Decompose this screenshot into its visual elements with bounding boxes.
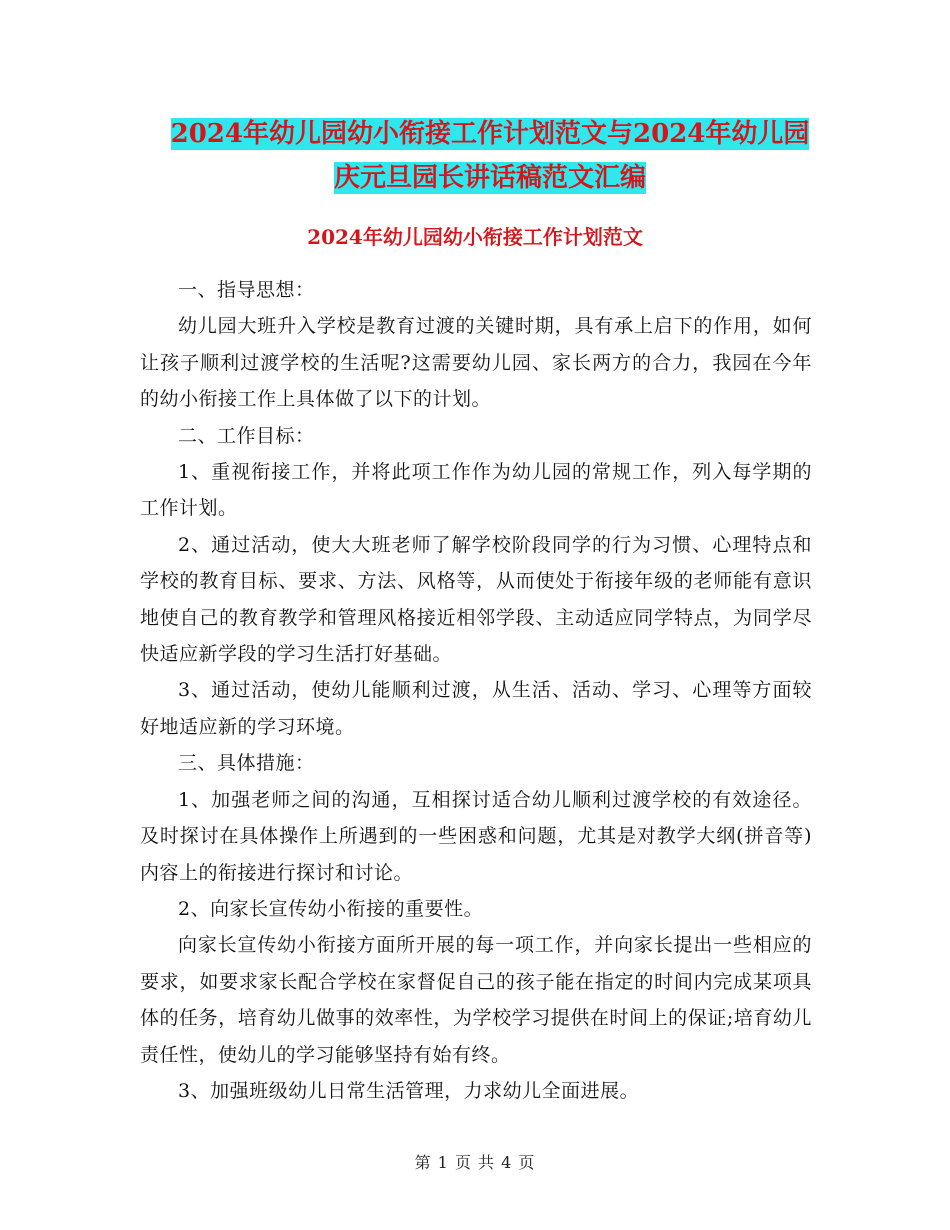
paragraph: 1、重视衔接工作，并将此项工作作为幼儿园的常规工作，列入每学期的工作计划。 xyxy=(140,461,812,520)
heading-specific-measures: 三、具体措施： xyxy=(178,752,315,775)
document-title-line-1: 2024年幼儿园幼小衔接工作计划范文与2024年幼儿园 xyxy=(170,119,810,149)
paragraph: 2、通过活动，使大大班老师了解学校阶段同学的行为习惯、心理特点和学校的教育目标、要求、方法、风格等，从而使处于衔接年级的老师能有意识地使自己的教育教学和管理风格接近相邻学段、主动适应同学特点，为同学尽快适应新学段的学习生活打好基础。 xyxy=(140,533,812,666)
paragraph: 向家长宣传幼小衔接方面所开展的每一项工作，并向家长提出一些相应的要求，如要求家长配合学校在家督促自己的孩子能在指定的时间内完成某项具体的任务，培育幼儿做事的效率性，为学校学习提供在时间上的保证;培育幼儿责任性，使幼儿的学习能够坚持有始有终。 xyxy=(140,934,812,1066)
paragraph: 幼儿园大班升入学校是教育过渡的关键时期，具有承上启下的作用，如何让孩子顺利过渡学校的生活呢?这需要幼儿园、家长两方的合力，我园在今年的幼小衔接工作上具体做了以下的计划。 xyxy=(140,315,812,411)
document-title-line-2: 庆元旦园长讲话稿范文汇编 xyxy=(333,163,646,193)
heading-work-goals: 二、工作目标： xyxy=(178,424,315,447)
heading-guiding-ideology: 一、指导思想： xyxy=(178,279,315,301)
paragraph: 3、加强班级幼儿日常生活管理，力求幼儿全面进展。 xyxy=(178,1079,640,1102)
page-number-footer: 第 1 页 共 4 页 xyxy=(414,1153,536,1172)
paragraph: 3、通过活动，使幼儿能顺利过渡，从生活、活动、学习、心理等方面较好地适应新的学习环境。 xyxy=(140,679,812,738)
paragraph: 2、向家长宣传幼小衔接的重要性。 xyxy=(178,897,484,920)
document-body xyxy=(140,272,812,1109)
paragraph: 1、加强老师之间的沟通，互相探讨适合幼儿顺利过渡学校的有效途径。及时探讨在具体操作上所遇到的一些困惑和问题，尤其是对教学大纲(拼音等)内容上的衔接进行探讨和讨论。 xyxy=(140,788,812,884)
section-title: 2024年幼儿园幼小衔接工作计划范文 xyxy=(307,225,643,249)
document-title xyxy=(140,112,840,200)
